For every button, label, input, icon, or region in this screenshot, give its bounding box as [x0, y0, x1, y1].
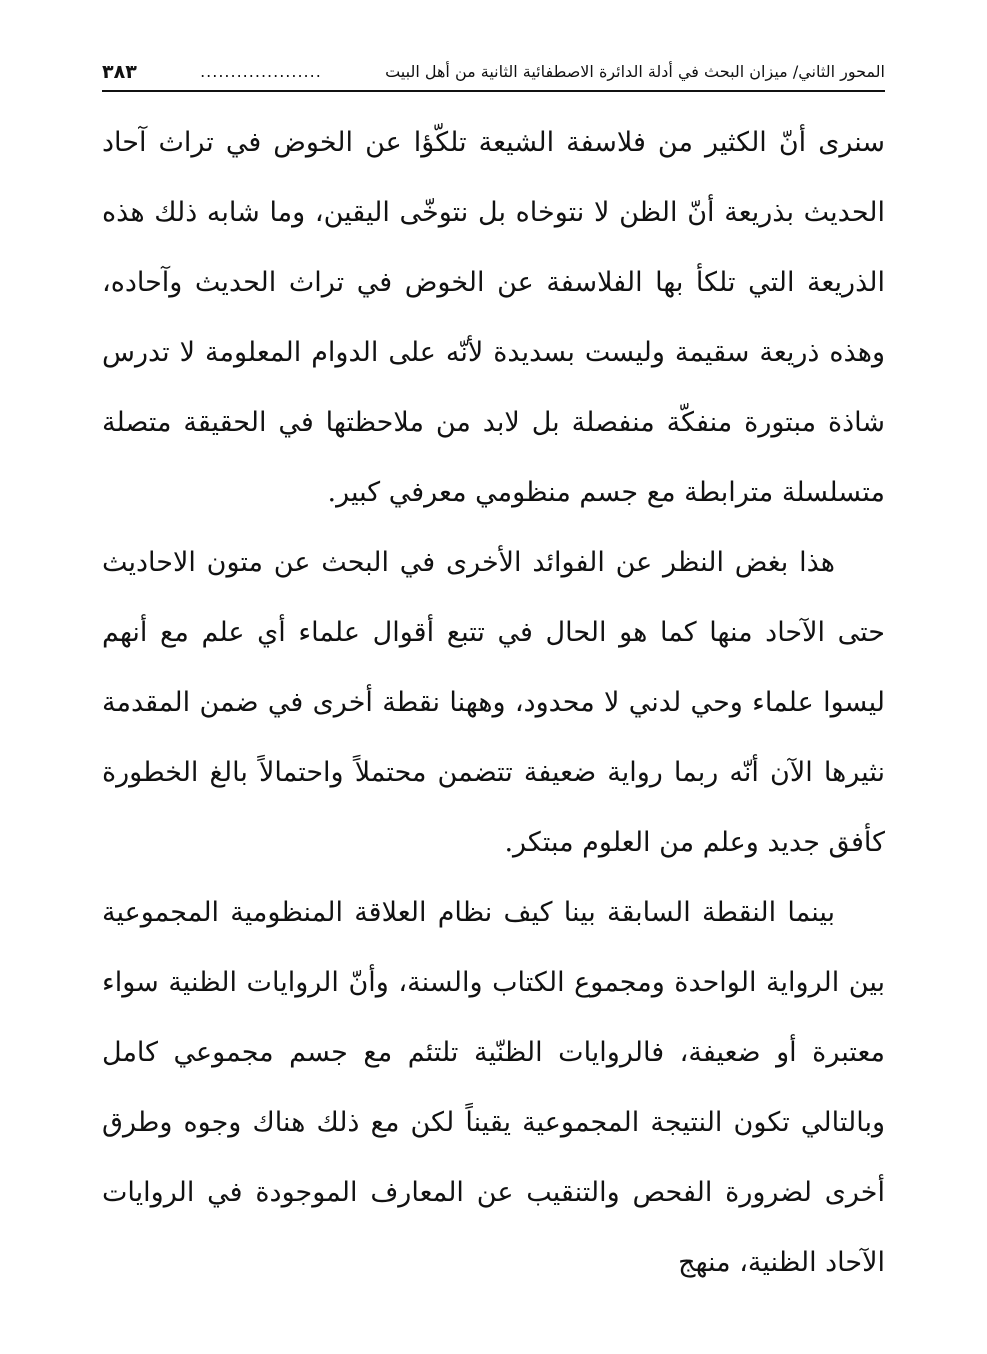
paragraph: بينما النقطة السابقة بينا كيف نظام العلاقة المنظومية المجموعية بين الرواية الواحدة ومجموع الكتاب والسنة، وأنّ الروايات الظنية سواء معتبرة أو ضعيفة، فالروايات الظنّية تلتئم مع جسم مجموعي كامل وبالتالي تكون النتيجة المجموعية يقيناً لكن مع ذلك هناك وجوه وطرق أخرى لضرورة الفحص والتنقيب عن المعارف الموجودة في الروايات الآحاد الظنية، منهج: [102, 897, 885, 1278]
body-text: [102, 108, 885, 1298]
leader-dots: ....................: [200, 62, 322, 81]
page-number: ٣٨٣: [102, 61, 137, 83]
paragraph: سنرى أنّ الكثير من فلاسفة الشيعة تلكّؤا عن الخوض في تراث آحاد الحديث بذريعة أنّ الظن لا نتوخاه بل نتوخّى اليقين، وما شابه ذلك هذه الذريعة التي تلكأ بها الفلاسفة عن الخوض في تراث الحديث وآحاده، وهذه ذريعة سقيمة وليست بسديدة لأنّه على الدوام المعلومة لا تدرس شاذة مبتورة منفكّة منفصلة بل لابد من ملاحظتها في الحقيقة متصلة متسلسلة مترابطة مع جسم منظومي معرفي كبير.: [102, 127, 885, 508]
running-title: المحور الثاني/ ميزان البحث في أدلة الدائرة الاصطفائية الثانية من أهل البيت: [385, 62, 885, 81]
paragraph: هذا بغض النظر عن الفوائد الأخرى في البحث عن متون الاحاديث حتى الآحاد منها كما هو الحال في تتبع أقوال علماء أي علم مع أنهم ليسوا علماء وحي لدني لا محدود، وههنا نقطة أخرى في ضمن المقدمة نثيرها الآن أنّه ربما رواية ضعيفة تتضمن محتملاً واحتمالاً بالغ الخطورة كأفق جديد وعلم من العلوم مبتكر.: [102, 547, 885, 858]
running-header: [102, 52, 885, 92]
